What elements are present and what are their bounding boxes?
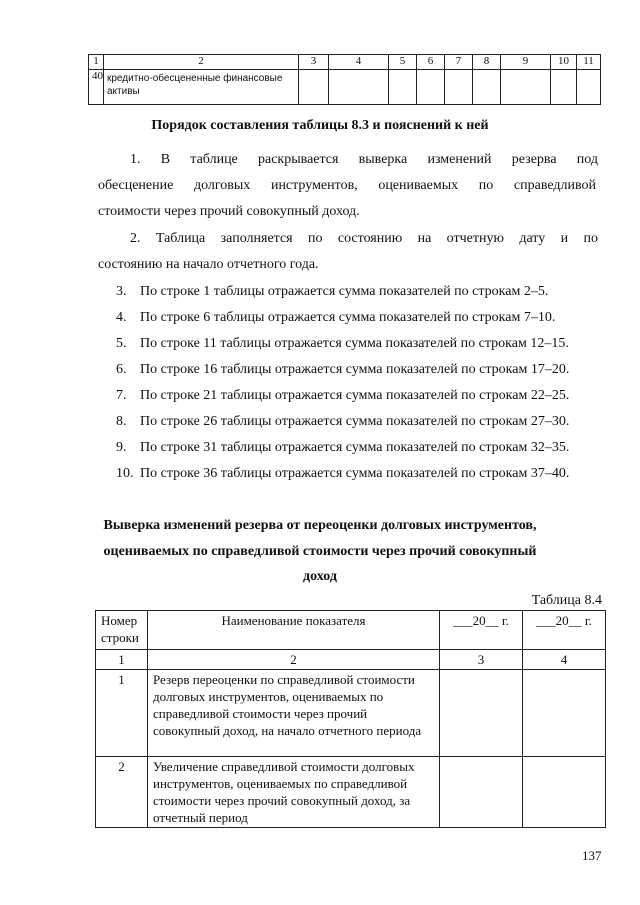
list-item — [116, 334, 598, 354]
column-number: 3 — [440, 650, 523, 670]
top-table-header-cell: 11 — [577, 55, 601, 70]
item-number: 9. — [116, 440, 127, 455]
row-number: 1 — [96, 670, 148, 757]
list-item — [116, 412, 598, 432]
item-number: 10. — [116, 466, 134, 481]
paragraph-line: состоянию на начало отчетного года. — [98, 257, 319, 272]
item-number: 7. — [116, 388, 127, 403]
paragraph-line: 2. Таблица заполняется по состоянию на отчетную дату и по — [130, 231, 598, 246]
empty-cell — [299, 70, 329, 105]
section-title: Порядок составления таблицы 8.3 и пояснений к ней — [151, 118, 489, 133]
top-table-header-cell: 1 — [89, 55, 104, 70]
item-text: По строке 36 таблицы отражается сумма показателей по строкам 37–40. — [140, 466, 570, 481]
top-table-header-cell: 8 — [473, 55, 501, 70]
main-table — [95, 610, 606, 828]
column-number: 4 — [523, 650, 606, 670]
top-table-row — [89, 70, 601, 105]
item-number: 8. — [116, 414, 127, 429]
empty-cell — [440, 670, 523, 757]
empty-cell — [501, 70, 551, 105]
item-number: 3. — [116, 284, 127, 299]
item-text: По строке 21 таблицы отражается сумма показателей по строкам 22–25. — [140, 388, 570, 403]
empty-cell — [445, 70, 473, 105]
list-item — [116, 438, 598, 458]
empty-cell — [523, 757, 606, 828]
empty-cell — [440, 757, 523, 828]
row-number: 2 — [96, 757, 148, 828]
table-title-line: оцениваемых по справедливой стоимости через прочий совокупный — [103, 544, 537, 559]
row-number: 40 — [89, 70, 104, 105]
empty-cell — [577, 70, 601, 105]
header-row-number: Номер строки — [96, 611, 148, 650]
top-table-header-cell: 10 — [551, 55, 577, 70]
top-table-header-cell: 2 — [104, 55, 299, 70]
item-text: По строке 6 таблицы отражается сумма показателей по строкам 7–10. — [140, 310, 556, 325]
column-number: 2 — [148, 650, 440, 670]
empty-cell — [473, 70, 501, 105]
item-number: 6. — [116, 362, 127, 377]
top-table-header-cell: 4 — [329, 55, 389, 70]
empty-cell — [389, 70, 417, 105]
main-table-header-row — [96, 611, 606, 650]
table-title-line: доход — [303, 569, 337, 584]
item-text: По строке 26 таблицы отражается сумма показателей по строкам 27–30. — [140, 414, 570, 429]
item-text: По строке 11 таблицы отражается сумма показателей по строкам 12–15. — [140, 336, 569, 351]
top-table-header-cell: 3 — [299, 55, 329, 70]
header-year: ___20__ г. — [523, 611, 606, 650]
empty-cell — [329, 70, 389, 105]
item-text: По строке 1 таблицы отражается сумма показателей по строкам 2–5. — [140, 284, 549, 299]
list-item — [116, 386, 598, 406]
main-table-numbers-row — [96, 650, 606, 670]
table-title-line: Выверка изменений резерва от переоценки долговых инструментов, — [103, 518, 537, 533]
item-number: 4. — [116, 310, 127, 325]
paragraph-line: стоимости через прочий совокупный доход. — [98, 204, 360, 219]
list-item — [116, 282, 598, 302]
row-name: Резерв переоценки по справедливой стоимости долговых инструментов, оцениваемых по справедливой стоимости через прочий совокупный доход, на начало отчетного периода — [148, 670, 440, 757]
page-number: 137 — [582, 848, 602, 863]
top-table-header-cell: 7 — [445, 55, 473, 70]
table-row — [96, 757, 606, 828]
empty-cell — [417, 70, 445, 105]
header-year: ___20__ г. — [440, 611, 523, 650]
top-table-header-cell: 9 — [501, 55, 551, 70]
paragraph-line: обесценение долговых инструментов, оцениваемых по справедливой — [98, 178, 596, 193]
empty-cell — [551, 70, 577, 105]
row-name: кредитно-обесцененные финансовые активы — [104, 70, 299, 105]
item-number: 5. — [116, 336, 127, 351]
top-table — [88, 54, 601, 105]
table-row — [96, 670, 606, 757]
row-name: Увеличение справедливой стоимости долговых инструментов, оцениваемых по справедливой стоимости через прочий совокупный доход, за отчетный период — [148, 757, 440, 828]
header-indicator-name: Наименование показателя — [148, 611, 440, 650]
item-text: По строке 16 таблицы отражается сумма показателей по строкам 17–20. — [140, 362, 570, 377]
list-item — [116, 308, 598, 328]
item-text: По строке 31 таблицы отражается сумма показателей по строкам 32–35. — [140, 440, 570, 455]
column-number: 1 — [96, 650, 148, 670]
top-table-header-cell: 5 — [389, 55, 417, 70]
paragraph-line: 1. В таблице раскрывается выверка изменений резерва под — [130, 152, 598, 167]
list-item — [116, 464, 598, 484]
table-label: Таблица 8.4 — [531, 593, 602, 608]
top-table-header-cell: 6 — [417, 55, 445, 70]
list-item — [116, 360, 598, 380]
top-table-header-row — [89, 55, 601, 70]
empty-cell — [523, 670, 606, 757]
